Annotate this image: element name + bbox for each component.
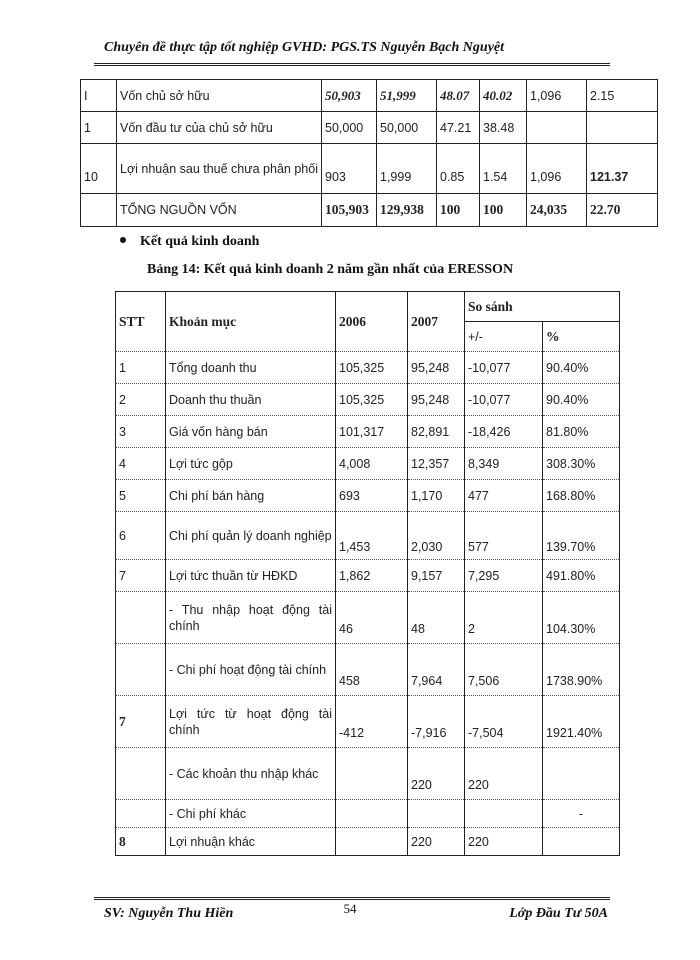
table-cell: -10,077: [465, 384, 543, 416]
table-cell: [465, 800, 543, 828]
table-cell: 220: [408, 748, 465, 800]
footer-class: Lớp Đầu Tư 50A: [509, 906, 608, 921]
table-cell: 100: [480, 194, 527, 227]
table-cell: [543, 828, 620, 856]
table-cell: 1921.40%: [543, 696, 620, 748]
table-row: [116, 644, 620, 696]
table-cell: Chi phí bán hàng: [166, 480, 336, 512]
table-row: [116, 828, 620, 856]
table-cell: 2: [116, 384, 166, 416]
table-cell: Vốn chủ sở hữu: [117, 80, 322, 112]
table-cell: 5: [116, 480, 166, 512]
table-cell: Chi phí quản lý doanh nghiệp: [166, 512, 336, 560]
table-cell: [116, 748, 166, 800]
table-cell: -7,504: [465, 696, 543, 748]
table-cell: -7,916: [408, 696, 465, 748]
table-cell: Doanh thu thuần: [166, 384, 336, 416]
table-cell: 477: [465, 480, 543, 512]
table-row: [116, 480, 620, 512]
header-compare: So sánh: [465, 292, 620, 322]
capital-table: [80, 79, 658, 227]
table-cell: 50,000: [377, 112, 437, 144]
table-cell: 105,325: [336, 352, 408, 384]
table-cell: 101,317: [336, 416, 408, 448]
table-cell: 129,938: [377, 194, 437, 227]
business-results-table: [115, 291, 620, 856]
table-cell: 1: [116, 352, 166, 384]
table-row: [116, 800, 620, 828]
table-cell: 51,999: [377, 80, 437, 112]
table-cell: -: [543, 800, 620, 828]
table-row: [116, 416, 620, 448]
table-row: [81, 194, 658, 227]
section-heading: Kết quả kinh doanh: [140, 234, 260, 249]
table-cell: Tổng doanh thu: [166, 352, 336, 384]
table-cell: 1,999: [377, 144, 437, 194]
table-row: [116, 384, 620, 416]
header-stt: STT: [116, 292, 166, 352]
table-cell: 1,453: [336, 512, 408, 560]
page-header: Chuyên đề thực tập tốt nghiệp GVHD: PGS.TS Nguyễn Bạch Nguyệt: [104, 40, 505, 55]
table-cell: [408, 800, 465, 828]
table-cell: [543, 748, 620, 800]
table-row: [116, 560, 620, 592]
table-cell: 1,862: [336, 560, 408, 592]
table-cell: 46: [336, 592, 408, 644]
table-cell: -412: [336, 696, 408, 748]
table-cell: 81.80%: [543, 416, 620, 448]
table-cell: 1,170: [408, 480, 465, 512]
table-cell: 95,248: [408, 352, 465, 384]
table-cell: -10,077: [465, 352, 543, 384]
table-cell: 139.70%: [543, 512, 620, 560]
table-cell: 9,157: [408, 560, 465, 592]
table-cell: 491.80%: [543, 560, 620, 592]
header-item: Khoản mục: [166, 292, 336, 352]
table-cell: 1,096: [527, 80, 587, 112]
table-cell: 104.30%: [543, 592, 620, 644]
table-cell: 308.30%: [543, 448, 620, 480]
table-cell: 220: [408, 828, 465, 856]
table-cell: Lợi tức từ hoạt động tài chính: [166, 696, 336, 748]
table-cell: Lợi nhuận khác: [166, 828, 336, 856]
header-rule: [94, 63, 610, 66]
table-cell: 903: [322, 144, 377, 194]
table-cell: [116, 800, 166, 828]
section-bullet: [120, 234, 259, 250]
header-pct: %: [543, 322, 620, 352]
table-cell: 2: [465, 592, 543, 644]
table-cell: 7,964: [408, 644, 465, 696]
header-diff: +/-: [465, 322, 543, 352]
table-cell: [81, 194, 117, 227]
header-2007: 2007: [408, 292, 465, 352]
table-cell: 0.85: [437, 144, 480, 194]
table-cell: - Chi phí khác: [166, 800, 336, 828]
footer-rule: [94, 897, 610, 900]
table-cell: 50,000: [322, 112, 377, 144]
table-cell: 693: [336, 480, 408, 512]
table-cell: - Chi phí hoạt động tài chính: [166, 644, 336, 696]
table-cell: [587, 112, 658, 144]
table-cell: I: [81, 80, 117, 112]
table-cell: 1738.90%: [543, 644, 620, 696]
table-row: [81, 144, 658, 194]
bullet-icon: [120, 237, 126, 243]
table-cell: 105,325: [336, 384, 408, 416]
table-cell: 7,295: [465, 560, 543, 592]
table-cell: 38.48: [480, 112, 527, 144]
table-cell: 10: [81, 144, 117, 194]
table-cell: 220: [465, 748, 543, 800]
table-cell: 90.40%: [543, 384, 620, 416]
table-cell: 12,357: [408, 448, 465, 480]
table-cell: 48.07: [437, 80, 480, 112]
table-cell: Vốn đầu tư của chủ sở hữu: [117, 112, 322, 144]
table-cell: 40.02: [480, 80, 527, 112]
table-cell: 82,891: [408, 416, 465, 448]
table-cell: 7: [116, 696, 166, 748]
header-2006: 2006: [336, 292, 408, 352]
table-cell: 3: [116, 416, 166, 448]
table-cell: [336, 748, 408, 800]
table-row: [116, 512, 620, 560]
table-cell: 4,008: [336, 448, 408, 480]
table-cell: 1: [81, 112, 117, 144]
table-cell: 8: [116, 828, 166, 856]
table-cell: 1,096: [527, 144, 587, 194]
table-row: [81, 112, 658, 144]
table-cell: 22.70: [587, 194, 658, 227]
table-cell: 105,903: [322, 194, 377, 227]
table-row: [116, 748, 620, 800]
table-header-row: [116, 292, 620, 322]
table-row: [116, 352, 620, 384]
table-cell: 6: [116, 512, 166, 560]
table-caption: Bảng 14: Kết quả kinh doanh 2 năm gần nhất của ERESSON: [147, 262, 514, 277]
table-cell: 50,903: [322, 80, 377, 112]
table-cell: 24,035: [527, 194, 587, 227]
table-cell: 8,349: [465, 448, 543, 480]
table-cell: 48: [408, 592, 465, 644]
table-cell: Lợi tức thuần từ HĐKD: [166, 560, 336, 592]
footer-author: SV: Nguyễn Thu Hiền: [104, 906, 234, 921]
table-cell: 220: [465, 828, 543, 856]
table-cell: [116, 592, 166, 644]
table-cell: TỔNG NGUỒN VỐN: [117, 194, 322, 227]
table-cell: 7,506: [465, 644, 543, 696]
table-cell: - Các khoản thu nhập khác: [166, 748, 336, 800]
table-row: [116, 696, 620, 748]
table-cell: 90.40%: [543, 352, 620, 384]
table-cell: - Thu nhập hoạt động tài chính: [166, 592, 336, 644]
table-cell: Lợi tức gộp: [166, 448, 336, 480]
table-cell: [116, 644, 166, 696]
table-cell: 168.80%: [543, 480, 620, 512]
table-cell: 1.54: [480, 144, 527, 194]
table-cell: 2,030: [408, 512, 465, 560]
table-cell: 7: [116, 560, 166, 592]
page-number: 54: [343, 901, 357, 916]
table-cell: 458: [336, 644, 408, 696]
table-cell: Giá vốn hàng bán: [166, 416, 336, 448]
table-row: [81, 80, 658, 112]
table-cell: 121.37: [587, 144, 658, 194]
table-cell: -18,426: [465, 416, 543, 448]
table-cell: 47.21: [437, 112, 480, 144]
table-cell: [527, 112, 587, 144]
table-cell: 100: [437, 194, 480, 227]
table-cell: 577: [465, 512, 543, 560]
table-cell: 2.15: [587, 80, 658, 112]
table-cell: 95,248: [408, 384, 465, 416]
table-cell: [336, 800, 408, 828]
table-cell: [336, 828, 408, 856]
table-row: [116, 592, 620, 644]
table-cell: Lợi nhuận sau thuế chưa phân phối: [117, 144, 322, 194]
table-row: [116, 448, 620, 480]
table-cell: 4: [116, 448, 166, 480]
